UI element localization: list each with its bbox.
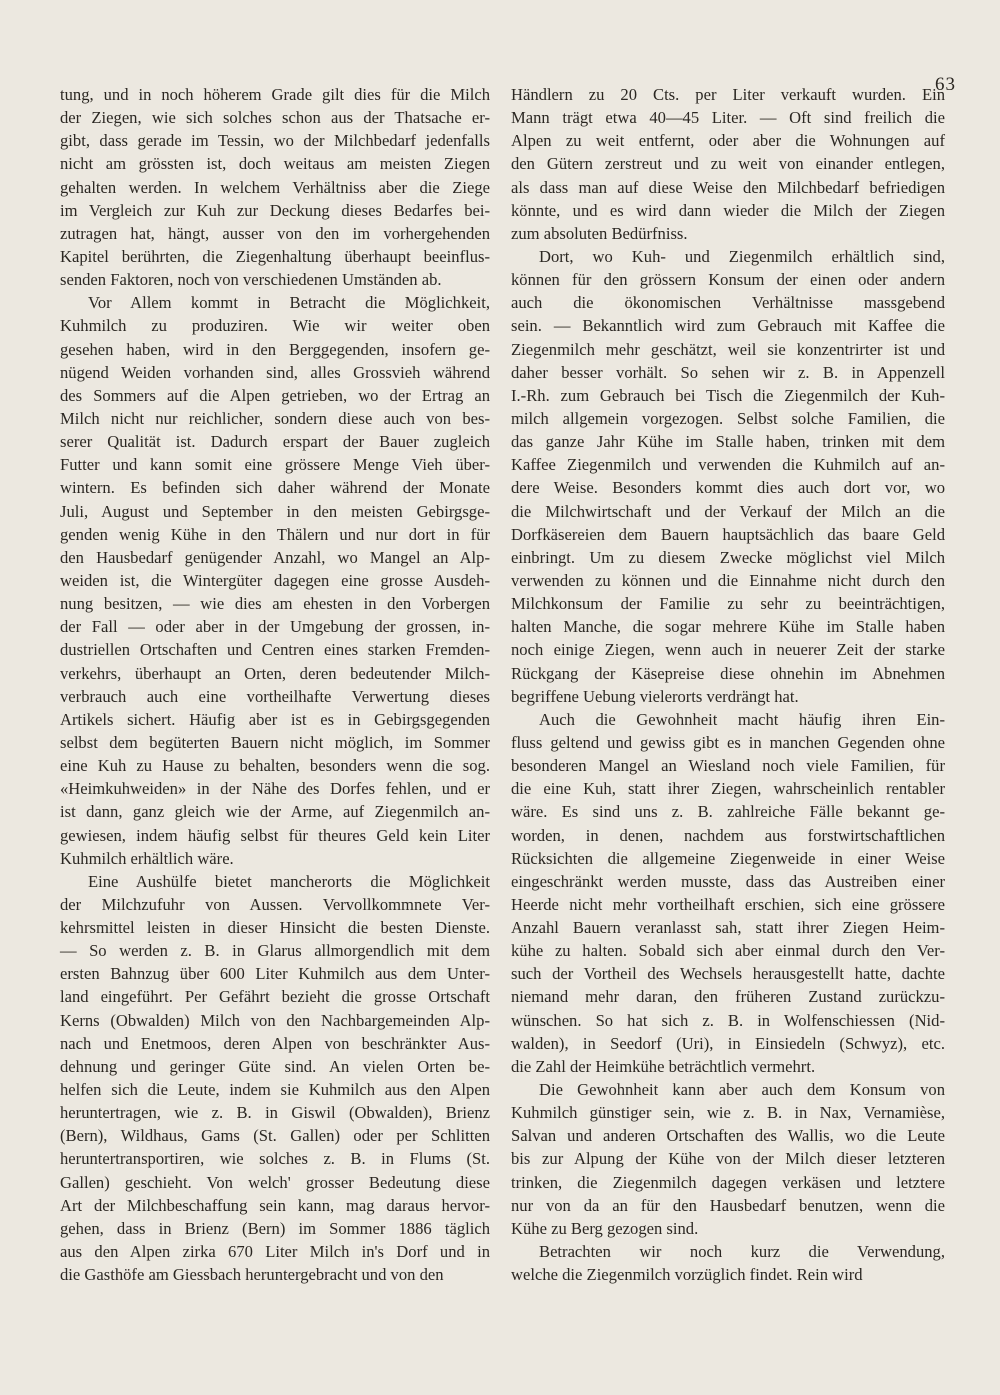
text-line: Artikels sichert. Häufig aber ist es in Gebirgsgegenden [60, 709, 490, 729]
page-number: 63 [935, 74, 956, 95]
text-line: im Vergleich zur Kuh zur Deckung dieses Bedarfes bei- [60, 200, 490, 220]
text-line: die Gasthöfe am Giessbach heruntergebracht und von den [60, 1265, 444, 1285]
text-line: Milch nicht nur reichlicher, sondern diese auch von bes- [60, 408, 490, 428]
text-line: Anzahl Bauern veranlasst sah, statt ihrer Ziegen Heim- [511, 918, 945, 938]
text-line: die Milchwirtschaft und der Verkauf der Milch an die [511, 501, 945, 521]
text-line: Kuhmilch erhältlich wäre. [60, 848, 234, 868]
text-line: serer Qualität ist. Dadurch erspart der Bauer zugleich [60, 432, 490, 452]
text-line: bis zur Alpung der Kühe von der Milch dieser letzteren [511, 1149, 945, 1169]
text-line: der Ziegen, wie sich solches schon aus der Thatsache er- [60, 108, 490, 128]
text-line: nicht am grössten ist, doch weitaus am meisten Ziegen [60, 154, 490, 174]
text-line: genden wenig Kühe in den Thälern und nur dort in für [60, 524, 490, 544]
text-line: Dort, wo Kuh- und Ziegenmilch erhältlich sind, [539, 246, 945, 266]
text-line: als dass man auf diese Weise den Milchbedarf befriedigen [511, 177, 945, 197]
text-line: ersten Bahnzug über 600 Liter Kuhmilch aus dem Unter- [60, 964, 490, 984]
text-line: welche die Ziegenmilch vorzüglich findet. Rein wird [511, 1265, 863, 1285]
text-line: niemand mehr daran, den früheren Zustand zurückzu- [511, 987, 945, 1007]
text-line: tung, und in noch höherem Grade gilt dies für die Milch [60, 85, 490, 104]
text-line: zum absoluten Bedürfniss. [511, 223, 688, 243]
text-line: helfen sich die Leute, indem sie Kuhmilch aus den Alpen [60, 1080, 490, 1100]
text-line: Kuhmilch günstiger sein, wie z. B. in Nax, Vernamièse, [511, 1103, 945, 1123]
text-line: Rückgang der Käsepreise diese ohnehin im Abnehmen [511, 663, 945, 683]
text-line: selbst dem begüterten Bauern nicht möglich, im Sommer [60, 732, 490, 752]
text-line: verkehrs, überhaupt an Orten, deren bedeutender Milch- [60, 663, 490, 683]
text-line: dehnung und geringer Güte sind. An vielen Orten be- [60, 1056, 490, 1076]
text-line: Ziegenmilch mehr geschätzt, weil sie konzentrirter ist und [511, 339, 945, 359]
text-line: Kerns (Obwalden) Milch von den Nachbargemeinden Alp- [60, 1010, 490, 1030]
text-line: heruntertransportiren, wie solches z. B. in Flums (St. [60, 1149, 490, 1169]
text-line: Salvan und anderen Ortschaften des Wallis, wo die Leute [511, 1126, 945, 1146]
text-line: verwenden zu können und die Einnahme nicht durch den [511, 570, 945, 590]
text-line: Die Gewohnheit kann aber auch dem Konsum von [539, 1080, 945, 1100]
text-line: Mann trägt etwa 40—45 Liter. — Oft sind freilich die [511, 108, 945, 128]
text-line: die eine Kuh, statt ihrer Ziegen, wahrscheinlich rentabler [511, 779, 945, 799]
text-line: senden Faktoren, noch von verschiedenen Umständen ab. [60, 270, 442, 290]
text-line: nung besitzen, — wie dies am ehesten in den Vorbergen [60, 594, 490, 614]
text-line: der Milchzufuhr von Aussen. Vervollkommnete Ver- [60, 894, 490, 914]
text-line: sein. — Bekanntlich wird zum Gebrauch mit Kaffee die [511, 316, 945, 336]
text-line: den Gütern zerstreut und zu weit von einander entlegen, [511, 154, 945, 174]
right-text-column [511, 83, 945, 1286]
text-line: fluss geltend und gewiss gibt es in manchen Gegenden ohne [511, 732, 945, 752]
text-line: gibt, dass gerade im Tessin, wo der Milchbedarf jedenfalls [60, 131, 490, 151]
text-line: besonderen Mangel an Wiesland noch viele Familien, für [511, 756, 945, 776]
text-line: walden), in Seedorf (Uri), in Einsiedeln (Schwyz), etc. [511, 1033, 945, 1053]
text-line: wäre. Es sind uns z. B. zahlreiche Fälle bekannt ge- [511, 802, 945, 822]
text-line: der Fall — oder aber in der Umgebung der grossen, in- [60, 617, 490, 637]
text-line: — So werden z. B. in Glarus allmorgendlich mit dem [60, 941, 490, 961]
text-line: können für den grössern Konsum der einen oder andern [511, 270, 945, 290]
text-line: Kuhmilch zu produziren. Wie wir weiter oben [60, 316, 490, 336]
text-line: eine Kuh zu Hause zu behalten, besonders wenn die sog. [60, 756, 490, 776]
text-line: Gallen) geschieht. Von welch' grosser Bedeutung diese [60, 1172, 490, 1192]
text-line: eingeschränkt werden musste, dass das Austreiben einer [511, 871, 945, 891]
text-line: wintern. Es befinden sich daher während der Monate [60, 478, 490, 498]
text-line: (Bern), Wildhaus, Gams (St. Gallen) oder per Schlitten [60, 1126, 490, 1146]
text-line: noch einige Ziegen, wenn auch in neuerer Zeit der starke [511, 640, 945, 660]
text-line: daher besser vorhält. So sehen wir z. B. in Appenzell [511, 362, 945, 382]
text-line: Art der Milchbeschaffung sein kann, mag daraus hervor- [60, 1195, 490, 1215]
text-line: Futter und kann somit eine grössere Menge Vieh über- [60, 455, 490, 475]
text-line: nur von da an für den Hausbedarf benutzen, wenn die [511, 1195, 945, 1215]
text-line: Rücksichten die allgemeine Ziegenweide in einer Weise [511, 848, 945, 868]
text-line: gewiesen, indem häufig selbst für theures Geld kein Liter [60, 825, 490, 845]
text-line: Kaffee Ziegenmilch und verwenden die Kuhmilch auf an- [511, 455, 945, 475]
text-line: zutragen hat, hängt, ausser von den im vorhergehenden [60, 223, 490, 243]
text-line: nügend Weiden vorhanden sind, alles Grossvieh während [60, 362, 490, 382]
text-line: trinken, die Ziegenmilch dagegen verkäsen und letztere [511, 1172, 945, 1192]
text-line: Betrachten wir noch kurz die Verwendung, [539, 1242, 945, 1262]
text-line: des Sommers auf die Alpen getrieben, wo der Ertrag an [60, 385, 490, 405]
text-line: Heerde nicht mehr vortheilhaft erschien, sich eine grössere [511, 894, 945, 914]
text-line: aus den Alpen zirka 670 Liter Milch in's Dorf und in [60, 1242, 490, 1262]
text-line: Eine Aushülfe bietet mancherorts die Möglichkeit [88, 871, 490, 891]
text-line: Dorfkäsereien dem Bauern hauptsächlich das baare Geld [511, 524, 945, 544]
text-line: gehalten werden. In welchem Verhältniss aber die Ziege [60, 177, 490, 197]
text-line: kehrsmittel leisten in dieser Hinsicht die besten Dienste. [60, 918, 490, 938]
text-line: Kapitel berührten, die Ziegenhaltung überhaupt beeinflus- [60, 246, 490, 266]
text-line: Alpen zu weit entfernt, oder aber die Wohnungen auf [511, 131, 945, 151]
text-line: gesehen haben, wird in den Berggegenden, insofern ge- [60, 339, 490, 359]
text-line: Milchkonsum der Familie zu sehr zu beeinträchtigen, [511, 594, 945, 614]
text-line: «Heimkuhweiden» in der Nähe des Dorfes fehlen, und er [60, 779, 490, 799]
text-line: dere Weise. Besonders kommt dies auch dort vor, wo [511, 478, 945, 498]
text-line: such der Vortheil des Wechsels herausgestellt hatte, dachte [511, 964, 945, 984]
text-line: Auch die Gewohnheit macht häufig ihren Ein- [539, 709, 945, 729]
text-line: einbringt. Um zu diesem Zwecke möglichst viel Milch [511, 547, 945, 567]
text-line: worden, in denen, nachdem aus forstwirtschaftlichen [511, 825, 945, 845]
text-line: Kühe zu Berg gezogen sind. [511, 1218, 699, 1238]
text-line: den Hausbedarf genügender Anzahl, wo Mangel an Alp- [60, 547, 490, 567]
text-line: Händlern zu 20 Cts. per Liter verkauft wurden. Ein [511, 85, 945, 104]
text-line: weiden ist, die Wintergüter dagegen eine grosse Ausdeh- [60, 570, 490, 590]
text-line: Vor Allem kommt in Betracht die Möglichkeit, [88, 293, 490, 313]
text-line: gehen, dass in Brienz (Bern) im Sommer 1886 täglich [60, 1218, 490, 1238]
text-line: ist dann, ganz gleich wie der Arme, auf Ziegenmilch an- [60, 802, 490, 822]
text-line: nach und Enetmoos, deren Alpen von beschränkter Aus- [60, 1033, 490, 1053]
text-line: wünschen. So hat sich z. B. in Wolfenschiessen (Nid- [511, 1010, 945, 1030]
text-line: das ganze Jahr Kühe im Stalle haben, trinken mit dem [511, 432, 945, 452]
text-line: begriffene Uebung vielerorts verdrängt hat. [511, 686, 799, 706]
text-line: verbrauch auch eine vortheilhafte Verwertung dieses [60, 686, 490, 706]
text-line: die Zahl der Heimkühe beträchtlich vermehrt. [511, 1056, 816, 1076]
text-line: milch allgemein vorgezogen. Selbst solche Familien, die [511, 408, 945, 428]
text-line: heruntertragen, wie z. B. in Giswil (Obwalden), Brienz [60, 1103, 490, 1123]
text-line: Juli, August und September in den meisten Gebirgsge- [60, 501, 490, 521]
text-line: dustriellen Ortschaften und Centren eines starken Fremden- [60, 640, 490, 660]
text-line: auch die ökonomischen Verhältnisse massgebend [511, 293, 945, 313]
text-line: I.-Rh. zum Gebrauch bei Tisch die Ziegenmilch der Kuh- [511, 385, 945, 405]
text-line: kühe zu halten. Sobald sich aber einmal durch den Ver- [511, 941, 945, 961]
text-line: halten Manche, die sogar mehrere Kühe im Stalle haben [511, 617, 945, 637]
left-text-column [60, 83, 490, 1286]
text-line: könnte, und es wird dann wieder die Milch der Ziegen [511, 200, 945, 220]
text-line: land eingeführt. Per Gefährt bezieht die grosse Ortschaft [60, 987, 490, 1007]
